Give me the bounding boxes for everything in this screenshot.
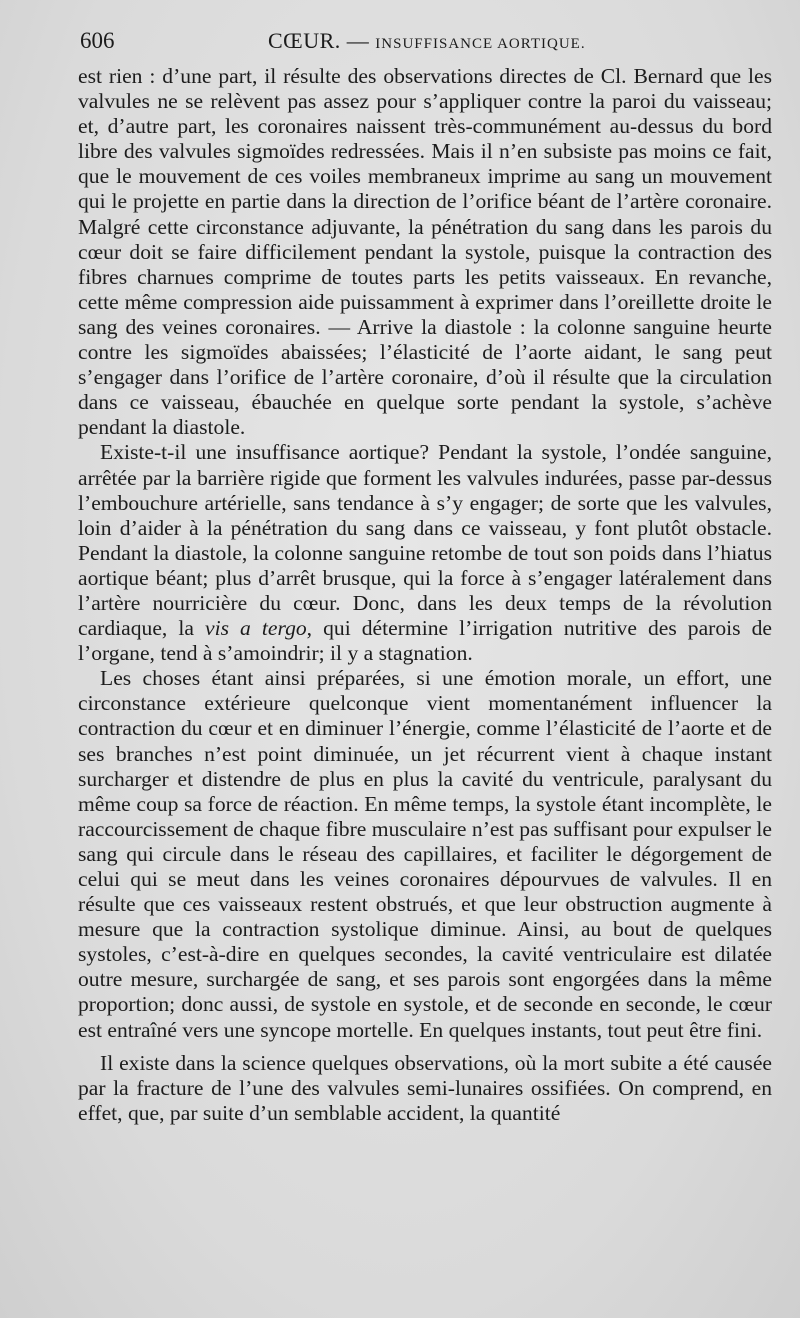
page-number: 606: [80, 28, 115, 53]
paragraph-2: [78, 440, 772, 666]
running-head: [268, 28, 586, 54]
body-text: [78, 64, 772, 1126]
chapter-title: CŒUR.: [268, 28, 341, 53]
section-title: INSUFFISANCE AORTIQUE.: [375, 36, 586, 52]
paragraph-4: Il existe dans la science quelques observations, où la mort subite a été causée par la fracture de l’une des valvules semi-lunaires ossifiées. On comprend, en effet, que, par suite d’un semblable accident, la quantité: [78, 1050, 772, 1125]
page-header: [80, 28, 770, 58]
paragraph-2-end: , qui détermine l’irrigation nutritive des parois de l’organe, tend à s’amoindrir; il y a stagnation.: [78, 616, 772, 666]
paragraph-2-start: Existe-t-il une insuffisance aortique? Pendant la systole, l’ondée sanguine, arrêtée par la barrière rigide que forment les valvules indurées, passe par-dessus l’embouchure artérielle, sans tendance à s’y engager; de sorte que les valvules, loin d’aider à la pénétration du sang dans ce vaisseau, y font plutôt obstacle. Pendant la diastole, la colonne sanguine retombe de tout son poids dans l’hiatus aortique béant; plus d’arrêt brusque, qui la force à s’engager latéralement dans l’artère nourricière du cœur. Donc, dans les deux temps de la révolution cardiaque, la: [78, 440, 772, 641]
header-separator: —: [346, 28, 370, 53]
paragraph-3: Les choses étant ainsi préparées, si une émotion morale, un effort, une circonstance extérieure quelconque vient momentanément influencer la contraction du cœur et en diminuer l’énergie, comme l’élasticité de l’aorte et de ses branches n’est point diminuée, un jet récurrent vient à chaque instant surcharger et distendre de plus en plus la cavité du ventricule, paralysant du même coup sa force de réaction. En même temps, la systole étant incomplète, le raccourcissement de chaque fibre musculaire n’est pas suffisant pour expulser le sang qui circule dans le réseau des capillaires, et faciliter le dégorgement de celui qui se meut dans les veines coronaires dépourvues de valvules. Il en résulte que ces vaisseaux restent obstrués, et que leur obstruction augmente à mesure que la contraction systolique diminue. Ainsi, au bout de quelques systoles, c’est-à-dire en quelques secondes, la cavité ventriculaire est dilatée outre mesure, surchargée de sang, et ses parois sont engorgées dans la même proportion; donc aussi, de systole en systole, et de seconde en seconde, le cœur est entraîné vers une syncope mortelle. En quelques instants, tout peut être fini.: [78, 666, 772, 1042]
paragraph-1: est rien : d’une part, il résulte des observations directes de Cl. Bernard que les valvules ne se relèvent pas assez pour s’appliquer contre la paroi du vaisseau; et, d’autre part, les coronaires naissent très-communément au-dessus du bord libre des valvules sigmoïdes redressées. Mais il n’en subsiste pas moins ce fait, que le mouvement de ces voiles membraneux imprime au sang un mouvement qui le projette en partie dans la direction de l’orifice béant de l’artère coronaire. Malgré cette circonstance adjuvante, la pénétration du sang dans les parois du cœur doit se faire difficilement pendant la systole, puisque la contraction des fibres charnues comprime de toutes parts les petits vaisseaux. En revanche, cette même compression aide puissamment à exprimer dans l’oreillette droite le sang des veines coronaires. — Arrive la diastole : la colonne sanguine heurte contre les sigmoïdes abaissées; l’élasticité de l’aorte aidant, le sang peut s’engager dans l’orifice de l’artère coronaire, d’où il résulte que la circulation dans ce vaisseau, ébauchée en quelque sorte pendant la systole, s’achève pendant la diastole.: [78, 64, 772, 440]
latin-phrase: vis a tergo: [205, 616, 307, 641]
